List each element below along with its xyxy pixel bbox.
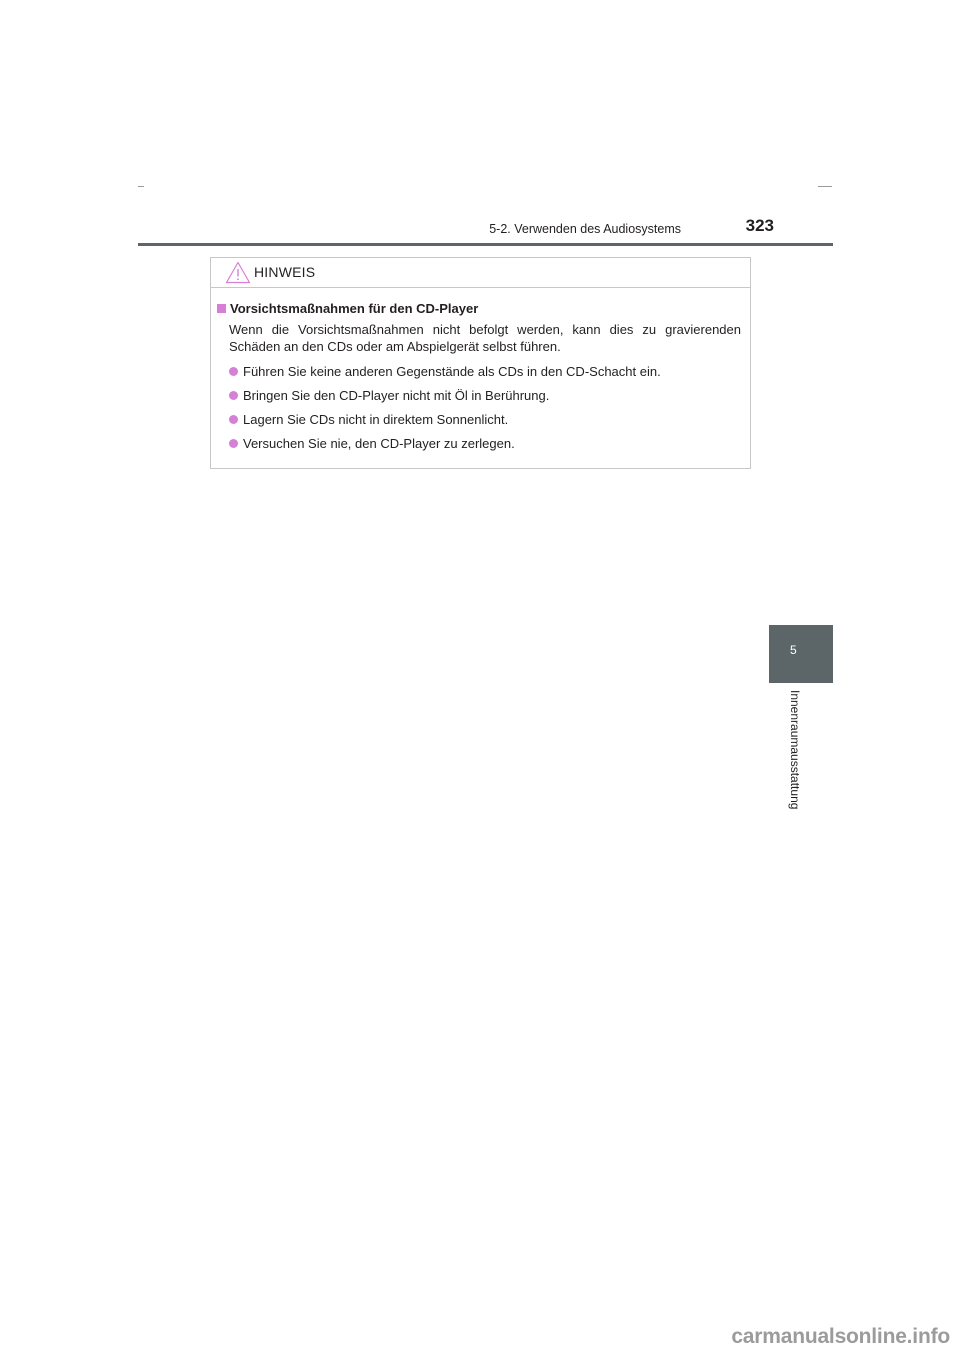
round-bullet-icon (229, 367, 238, 376)
crop-mark-right (818, 186, 832, 187)
chapter-number: 5 (790, 643, 797, 657)
chapter-label: Innenraumausstattung (788, 690, 802, 810)
list-item (229, 364, 661, 379)
list-item-text: Lagern Sie CDs nicht in direktem Sonnenlicht. (243, 412, 509, 427)
notice-header (211, 258, 750, 288)
round-bullet-icon (229, 391, 238, 400)
square-bullet-icon (217, 304, 226, 313)
round-bullet-icon (229, 415, 238, 424)
round-bullet-icon (229, 439, 238, 448)
crop-mark-left (138, 186, 144, 187)
page-number: 323 (745, 216, 774, 235)
notice-subheading (217, 301, 478, 316)
list-item-text: Führen Sie keine anderen Gegenstände als CDs in den CD-Schacht ein. (243, 364, 661, 379)
header-rule (138, 243, 833, 246)
notice-box (210, 257, 751, 469)
notice-subheading-text: Vorsichtsmaßnahmen für den CD-Player (230, 301, 479, 316)
notice-title: HINWEIS (254, 264, 316, 280)
list-item-text: Bringen Sie den CD-Player nicht mit Öl in Berührung. (243, 388, 550, 403)
notice-paragraph: Wenn die Vorsichtsmaßnahmen nicht befolgt werden, kann dies zu gravierenden Schäden an den CDs oder am Abspielgerät selbst führen. (229, 322, 741, 354)
warning-triangle-icon (225, 261, 251, 284)
section-title: 5-2. Verwenden des Audiosystems (489, 222, 681, 236)
list-item (229, 436, 515, 451)
watermark: carmanualsonline.info (731, 1325, 950, 1348)
chapter-tab[interactable] (769, 625, 833, 683)
list-item (229, 388, 549, 403)
list-item-text: Versuchen Sie nie, den CD-Player zu zerlegen. (243, 436, 515, 451)
list-item (229, 412, 508, 427)
